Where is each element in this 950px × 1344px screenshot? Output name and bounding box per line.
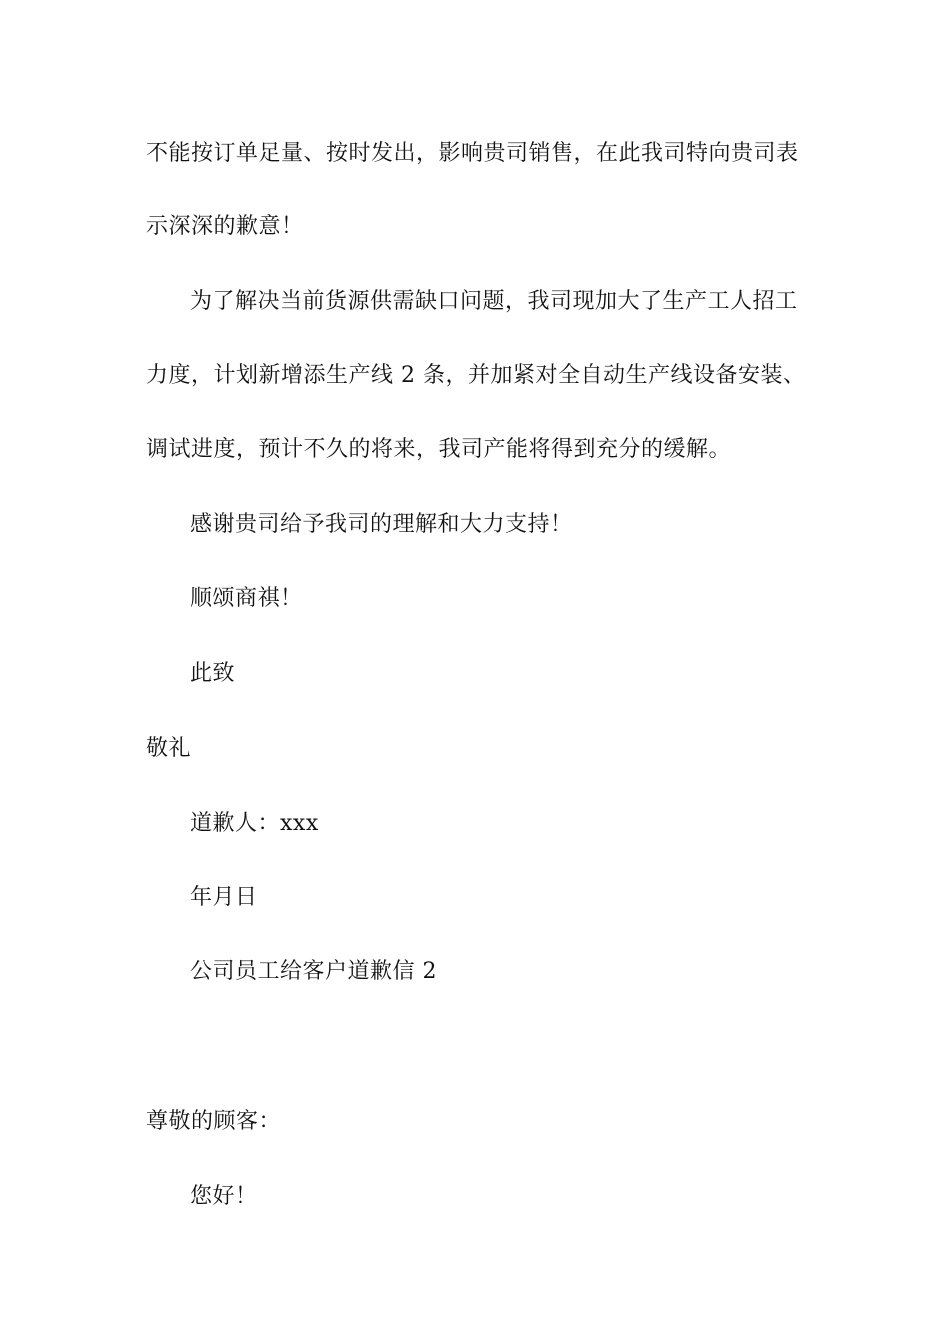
paragraph-line: 为了解决当前货源供需缺口问题，我司现加大了生产工人招工: [190, 289, 798, 314]
paragraph-line: 力度，计划新增添生产线 2 条，并加紧对全自动生产线设备安装、: [146, 363, 806, 388]
thanks-line: 感谢贵司给予我司的理解和大力支持！: [190, 512, 573, 537]
date-line: 年月日: [190, 885, 258, 910]
salutation: 尊敬的顾客：: [146, 1109, 282, 1134]
closing-wish: 顺颂商祺！: [190, 586, 303, 611]
closing-jingli: 敬礼: [146, 736, 192, 761]
section-title: 公司员工给客户道歉信 2: [190, 959, 437, 984]
greeting: 您好！: [190, 1184, 258, 1209]
closing-cizhi: 此致: [190, 661, 236, 686]
paragraph-line: 示深深的歉意！: [146, 214, 304, 239]
paragraph-line: 不能按订单足量、按时发出，影响贵司销售，在此我司特向贵司表: [146, 141, 799, 166]
signature-line: 道歉人：xxx: [190, 811, 319, 836]
paragraph-line: 调试进度，预计不久的将来，我司产能将得到充分的缓解。: [146, 437, 732, 462]
